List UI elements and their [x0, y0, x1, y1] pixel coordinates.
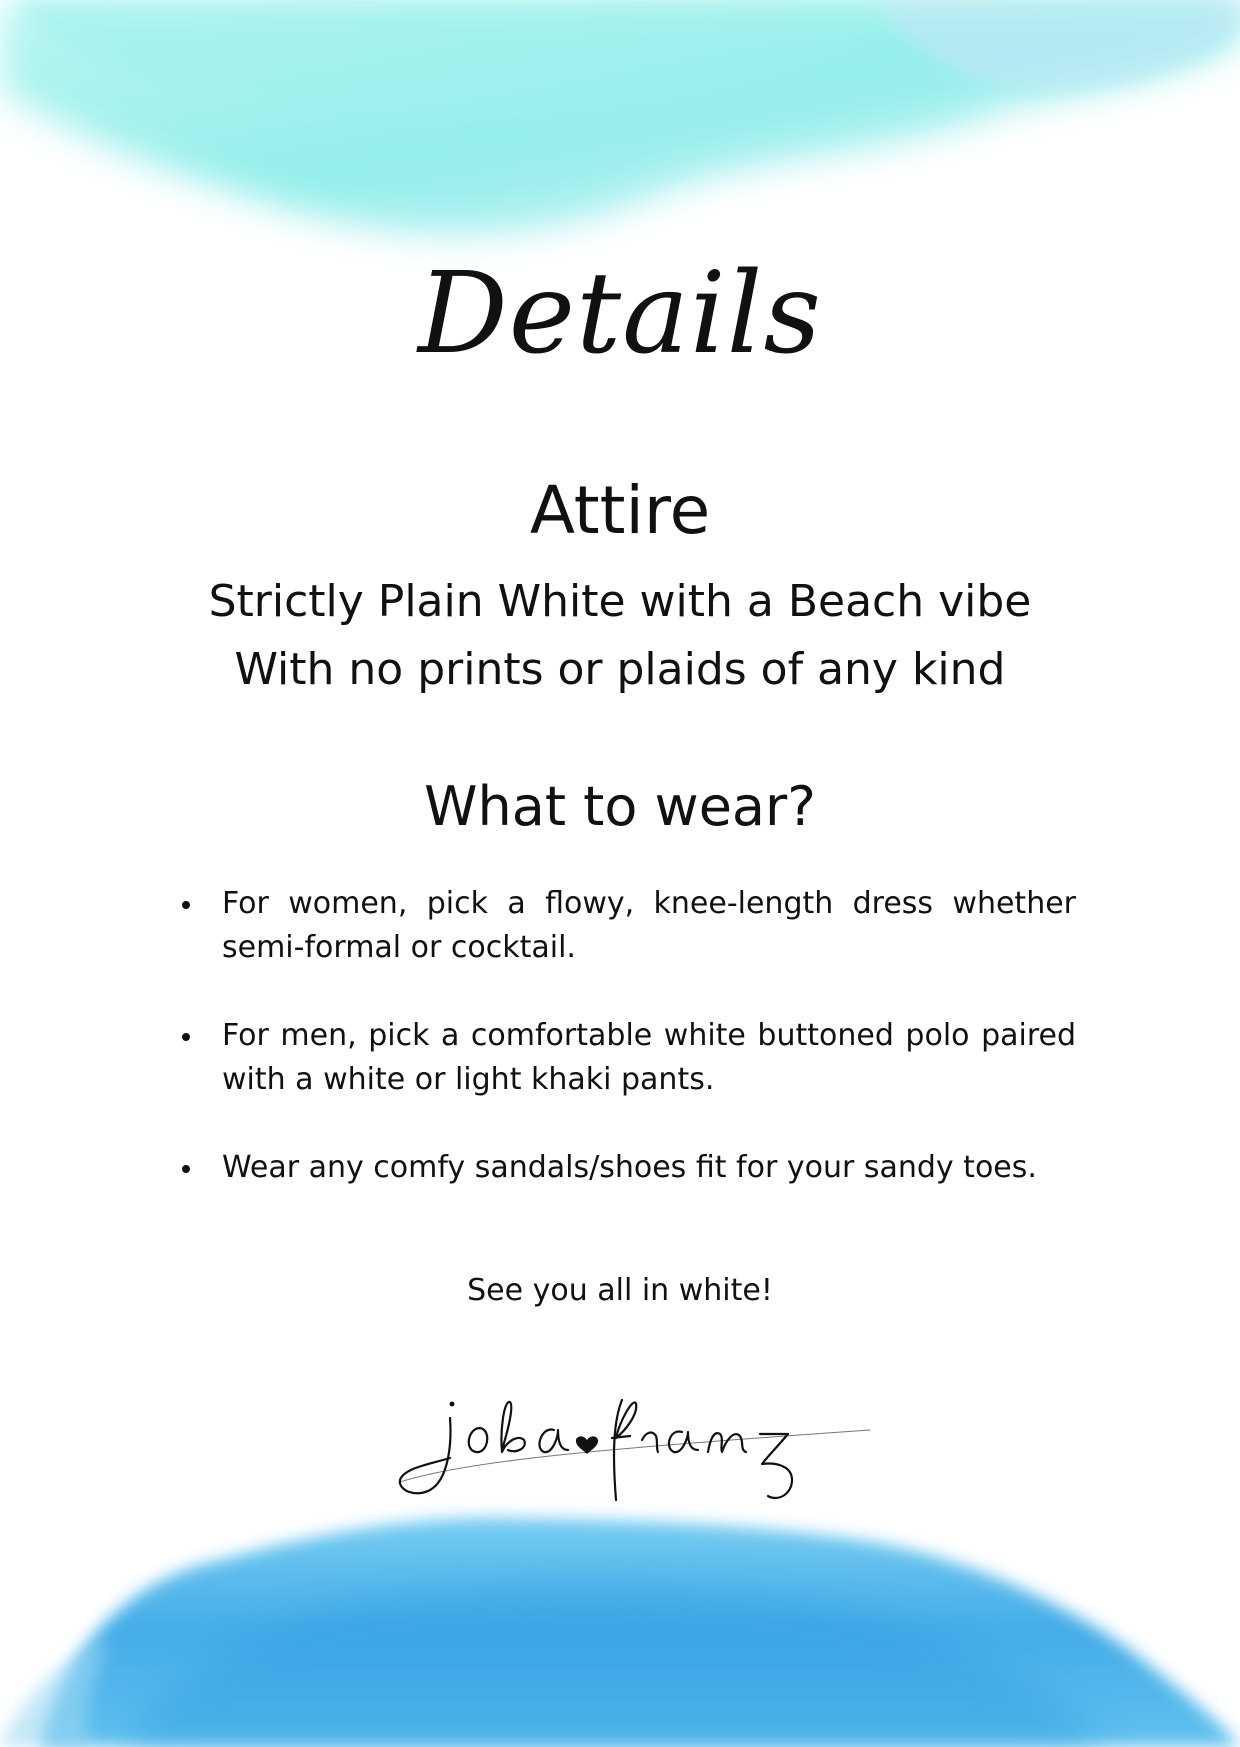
closing-message: See you all in white! — [467, 1273, 773, 1308]
what-to-wear-list — [178, 882, 1076, 1234]
attire-description-line: With no prints or plaids of any kind — [234, 644, 1006, 695]
signature-logo — [390, 1390, 890, 1520]
list-item-text: For women, pick a flowy, knee-length dress whether semi-formal or cocktail. — [222, 886, 1076, 965]
attire-description-line: Strictly Plain White with a Beach vibe — [208, 576, 1032, 627]
signature-text — [390, 1390, 890, 1520]
list-item-text: For men, pick a comfortable white buttoned polo paired with a white or light khaki pants. — [222, 1018, 1076, 1097]
list-item — [178, 1014, 1076, 1102]
bullet-icon — [182, 1165, 190, 1173]
list-item — [178, 882, 1076, 970]
list-item-text: Wear any comfy sandals/shoes fit for your sandy toes. — [222, 1150, 1037, 1185]
bullet-icon — [182, 1033, 190, 1041]
what-to-wear-heading: What to wear? — [424, 775, 816, 838]
bullet-icon — [182, 901, 190, 909]
attire-heading: Attire — [529, 472, 711, 549]
page-title: Details — [418, 249, 822, 379]
list-item — [178, 1146, 1076, 1190]
